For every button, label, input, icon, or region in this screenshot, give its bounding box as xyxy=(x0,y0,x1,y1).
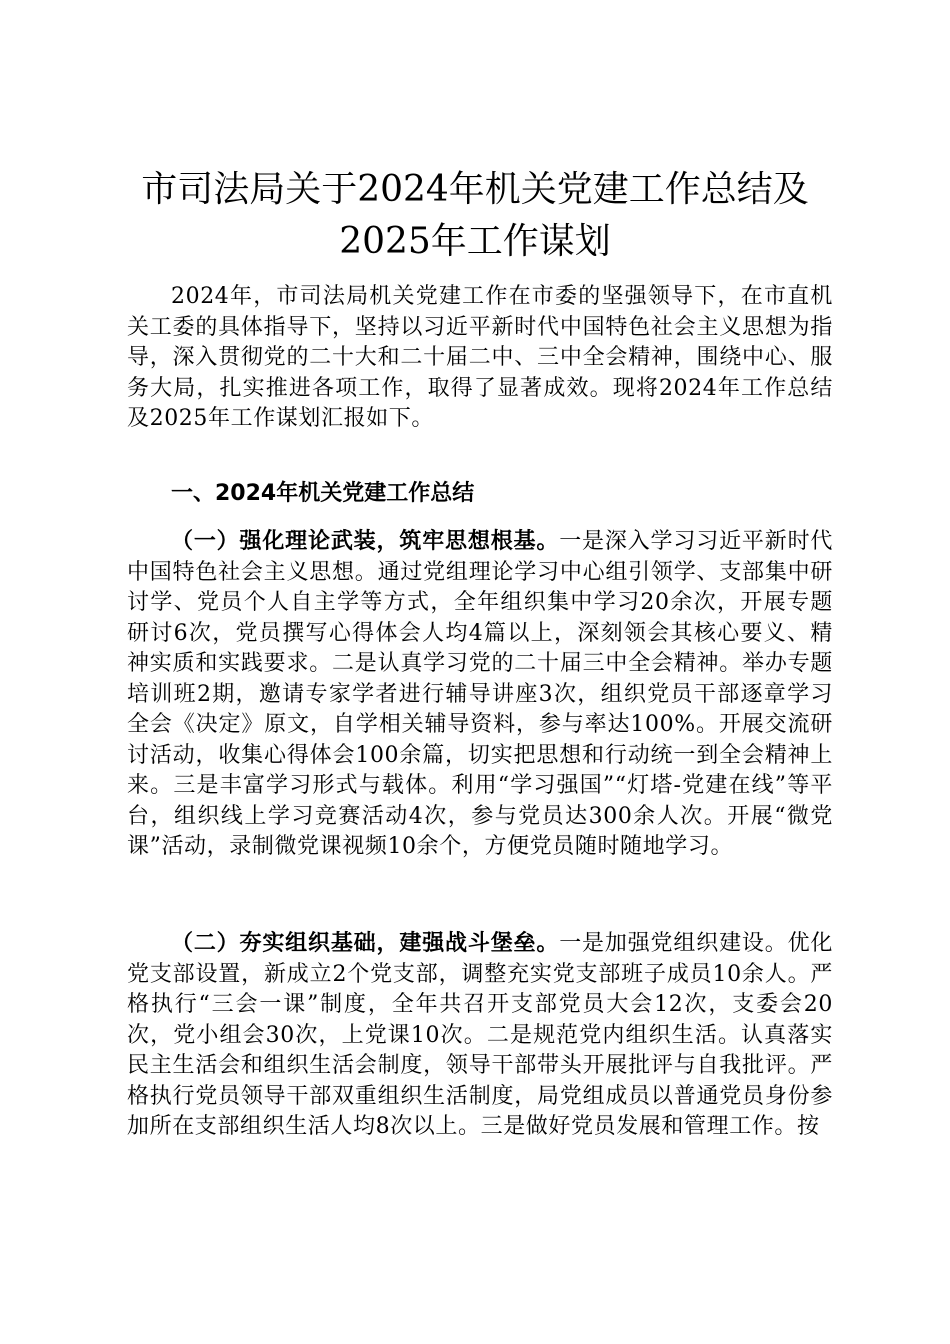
title-line-2: 2025年工作谋划 xyxy=(339,221,611,262)
paragraph-lead-theory: （一）强化理论武装，筑牢思想根基。 xyxy=(171,529,560,554)
title-line-1: 市司法局关于2024年机关党建工作总结及 xyxy=(141,169,809,210)
paragraph-theory xyxy=(127,527,833,863)
section-heading-1: 一、2024年机关党建工作总结 xyxy=(171,481,475,506)
intro-paragraph: 2024年，市司法局机关党建工作在市委的坚强领导下，在市直机关工委的具体指导下，坚持以习近平新时代中国特色社会主义思想为指导，深入贯彻党的二十大和二十届二中、三中全会精神，围绕中心、服务大局，扎实推进各项工作，取得了显著成效。现将2024年工作总结及2025年工作谋划汇报如下。 xyxy=(127,284,833,431)
paragraph-organization xyxy=(127,929,833,1143)
paragraph-lead-organization: （二）夯实组织基础，建强战斗堡垒。 xyxy=(171,931,560,956)
document-title xyxy=(90,164,860,268)
paragraph-body-theory: 一是深入学习习近平新时代中国特色社会主义思想。通过党组理论学习中心组引领学、支部集中研讨学、党员个人自主学等方式，全年组织集中学习20余次，开展专题研讨6次，党员撰写心得体会人均4篇以上，深刻领会其核心要义、精神实质和实践要求。二是认真学习党的二十届三中全会精神。举办专题培训班2期，邀请专家学者进行辅导讲座3次，组织党员干部逐章学习全会《决定》原文，自学相关辅导资料，参与率达100%。开展交流研讨活动，收集心得体会100余篇，切实把思想和行动统一到全会精神上来。三是丰富学习形式与载体。利用“学习强国”“灯塔-党建在线”等平台，组织线上学习竞赛活动4次，参与党员达300余人次。开展“微党课”活动，录制微党课视频10余个，方便党员随时随地学习。 xyxy=(127,529,834,859)
paragraph-body-organization: 一是加强党组织建设。优化党支部设置，新成立2个党支部，调整充实党支部班子成员10余人。严格执行“三会一课”制度，全年共召开支部党员大会12次，支委会20次，党小组会30次，上党课10次。二是规范党内组织生活。认真落实民主生活会和组织生活会制度，领导干部带头开展批评与自我批评。严格执行党员领导干部双重组织生活制度，局党组成员以普通党员身份参加所在支部组织生活人均8次以上。三是做好党员发展和管理工作。按 xyxy=(127,931,834,1139)
